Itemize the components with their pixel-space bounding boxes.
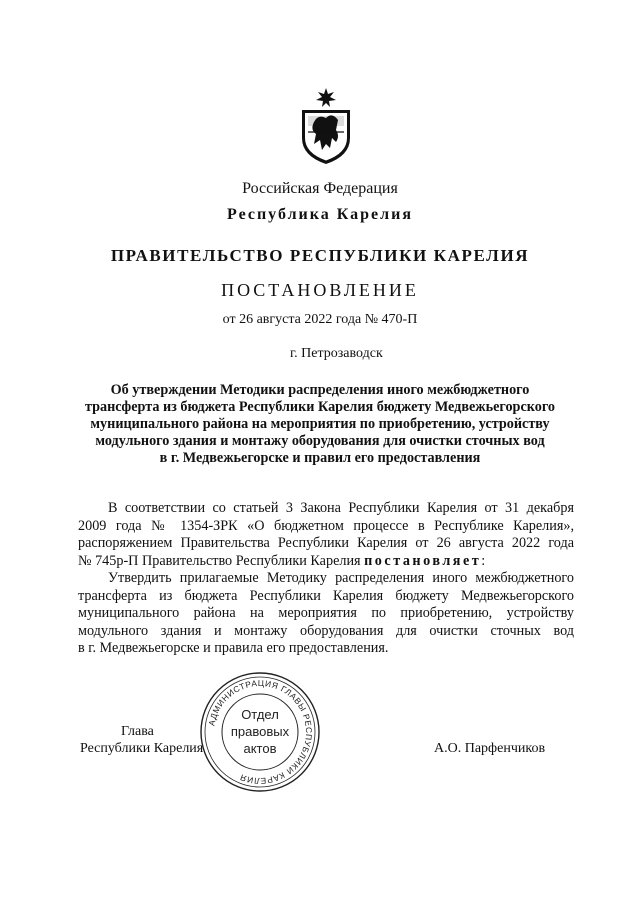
coat-of-arms-icon xyxy=(296,86,356,166)
paragraph-punct: : xyxy=(481,552,486,569)
document-date-number: от 26 августа 2022 года № 470-П xyxy=(222,312,418,327)
document-type: ПОСТАНОВЛЕНИЕ xyxy=(221,280,419,300)
document-city: г. Петрозаводск xyxy=(290,346,383,361)
title-line: Об утверждении Методики распределения иного межбюджетного xyxy=(110,382,530,398)
paragraph-line: трансферта из бюджета Республики Карелия бюджету Медвежьегорского xyxy=(78,587,574,604)
title-line: муниципального района на мероприятия по приобретению, устройству xyxy=(90,416,550,432)
paragraph-line: распоряжением Правительства Республики Карелия от 26 августа 2022 года xyxy=(78,535,574,551)
paragraph-decision xyxy=(78,570,574,658)
paragraph-line: 2009 года № 1354-ЗРК «О бюджетном процессе в Республике Карелия», xyxy=(78,517,574,534)
paragraph-line: муниципального района на мероприятия по приобретению, устройству xyxy=(78,605,574,621)
signatory-role: Республики Карелия xyxy=(80,741,204,756)
republic-name: Республика Карелия xyxy=(227,206,413,223)
paragraph-line: Утвердить прилагаемые Методику распределения иного межбюджетного xyxy=(108,570,574,586)
paragraph-line: В соответствии со статьей 3 Закона Республики Карелия от 31 декабря xyxy=(108,500,574,516)
title-line: в г. Медвежьегорске и правил его предоставления xyxy=(159,450,481,466)
decision-keyword: постановляет xyxy=(364,552,482,569)
paragraph-line: модульного здания и монтажу оборудования для очистки сточных вод xyxy=(78,622,574,639)
signatory-role: Глава xyxy=(121,724,154,739)
paragraph-text: № 745р-П Правительство Республики Карелия xyxy=(78,552,365,569)
svg-text:Отдел: Отдел xyxy=(241,707,279,722)
svg-text:АДМИНИСТРАЦИЯ ГЛАВЫ РЕСПУБЛИКИ: АДМИНИСТРАЦИЯ ГЛАВЫ РЕСПУБЛИКИ КАРЕЛИЯ xyxy=(206,677,315,787)
document-title xyxy=(0,382,640,467)
signatory-name: А.О. Парфенчиков xyxy=(434,741,546,756)
paragraph-line: в г. Медвежьегорске и правила его предоставления. xyxy=(78,640,389,656)
country-name: Российская Федерация xyxy=(242,180,398,197)
title-line: модульного здания и монтажу оборудования для очистки сточных вод xyxy=(95,433,545,449)
title-line: трансферта из бюджета Республики Карелия бюджету Медвежьегорского xyxy=(84,399,556,415)
svg-text:правовых: правовых xyxy=(230,724,290,739)
paragraph-basis xyxy=(78,500,574,570)
svg-text:актов: актов xyxy=(243,741,277,756)
official-stamp xyxy=(198,670,322,794)
paragraph-line xyxy=(78,553,574,571)
government-name: ПРАВИТЕЛЬСТВО РЕСПУБЛИКИ КАРЕЛИЯ xyxy=(110,246,530,265)
